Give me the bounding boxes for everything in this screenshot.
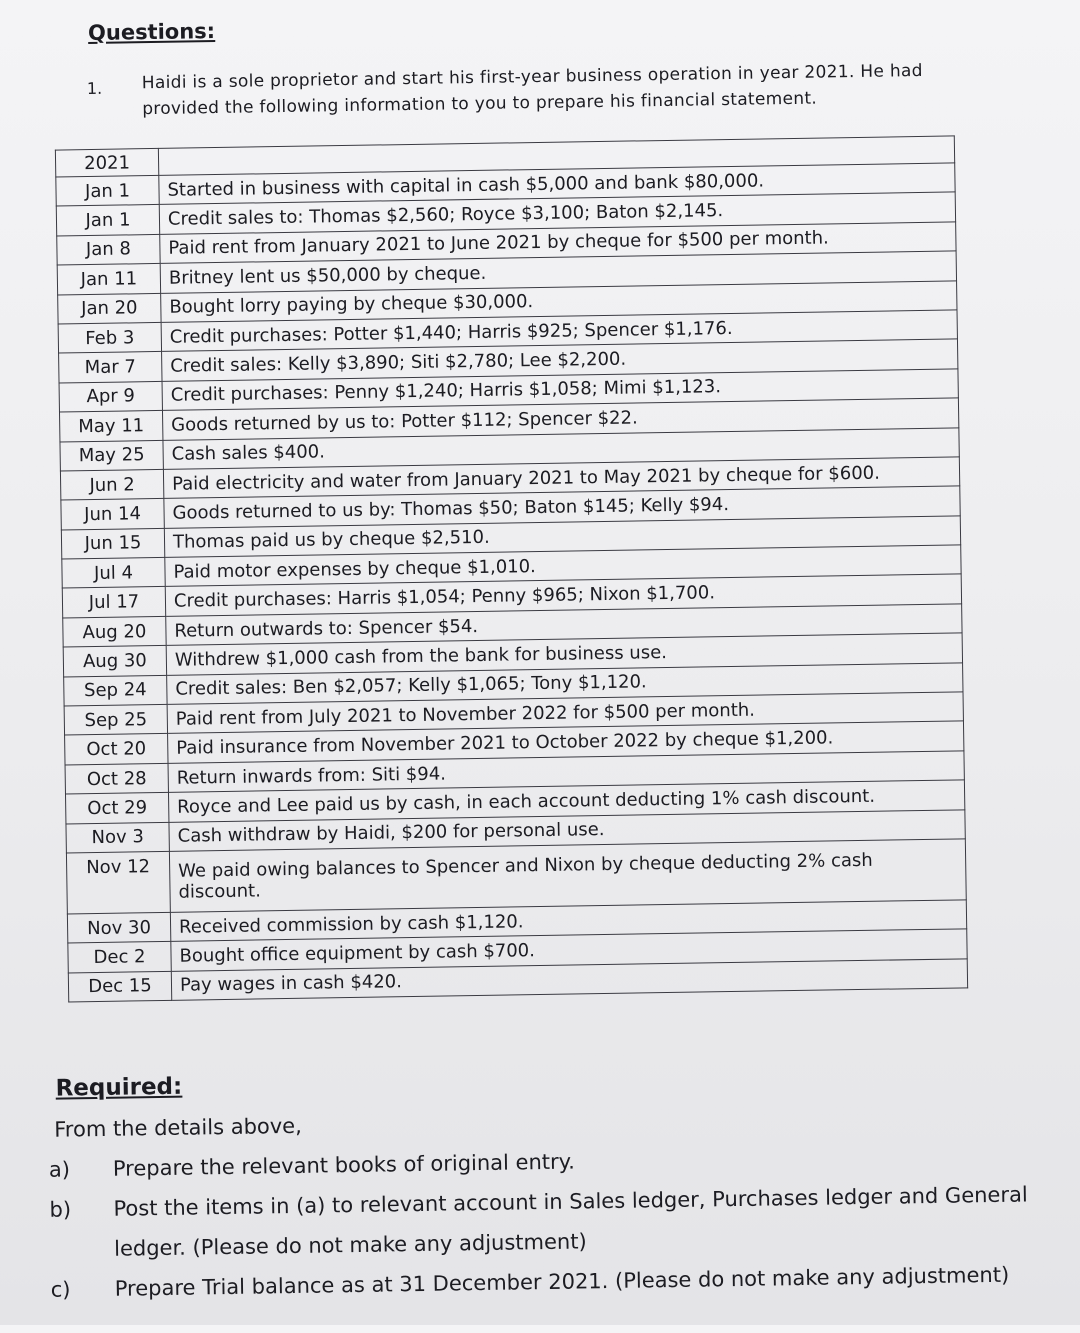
- date-cell: Oct 29: [65, 793, 168, 824]
- description-cell: Received commission by cash $1,120.: [170, 900, 966, 942]
- date-cell: Sep 24: [64, 675, 167, 706]
- description-cell: Cash withdraw by Haidi, $200 for personal use.: [169, 809, 965, 851]
- date-cell: May 11: [59, 411, 162, 442]
- description-cell: Bought office equipment by cash $700.: [171, 929, 967, 971]
- year-cell: 2021: [55, 148, 158, 177]
- description-cell: Goods returned by us to: Potter $112; Spencer $22.: [162, 398, 958, 440]
- description-cell: Britney lent us $50,000 by cheque.: [160, 251, 956, 293]
- required-item-text: Prepare Trial balance as at 31 December 2021. (Please do not make any adjustment): [114, 1262, 1010, 1301]
- required-item-label: a): [48, 1157, 71, 1182]
- description-cell: Thomas paid us by cheque $2,510.: [164, 516, 960, 558]
- description-cell: Paid electricity and water from January 2021 to May 2021 by cheque for $600.: [163, 457, 959, 499]
- description-cell: Started in business with capital in cash $5,000 and bank $80,000.: [159, 163, 955, 205]
- date-cell: Jun 14: [61, 499, 164, 530]
- question-intro: Haidi is a sole proprietor and start his first-year business operation in year 2021. He had provided the following information to you to prepare his financial statement.: [141, 60, 923, 120]
- date-cell: Mar 7: [59, 352, 162, 383]
- date-cell: Jul 17: [62, 587, 165, 618]
- description-cell: Credit sales: Ben $2,057; Kelly $1,065; Tony $1,120.: [167, 663, 963, 705]
- date-cell: Oct 20: [65, 734, 168, 765]
- date-cell: Jan 1: [56, 205, 159, 236]
- description-cell: Return outwards to: Spencer $54.: [166, 604, 962, 646]
- date-cell: Jun 2: [60, 469, 163, 500]
- description-cell: Goods returned to us by: Thomas $50; Baton $145; Kelly $94.: [164, 486, 960, 528]
- date-cell: Jul 4: [62, 557, 165, 588]
- date-cell: Jan 11: [57, 264, 160, 295]
- required-intro: From the details above,: [54, 1113, 302, 1142]
- date-cell: Jan 20: [58, 293, 161, 324]
- date-cell: Dec 2: [68, 942, 171, 973]
- description-cell: Credit purchases: Potter $1,440; Harris $925; Spencer $1,176.: [161, 310, 957, 352]
- description-cell: Credit sales: Kelly $3,890; Siti $2,780; Lee $2,200.: [162, 339, 958, 381]
- date-cell: Aug 20: [63, 616, 166, 647]
- required-title: Required:: [55, 1073, 183, 1102]
- description-cell: Paid rent from January 2021 to June 2021 by cheque for $500 per month.: [160, 222, 956, 264]
- description-cell: Pay wages in cash $420.: [171, 959, 967, 1001]
- date-cell: May 25: [60, 440, 163, 471]
- date-cell: Oct 28: [65, 763, 168, 794]
- description-cell: Credit sales to: Thomas $2,560; Royce $3,100; Baton $2,145.: [159, 192, 955, 234]
- date-cell: Sep 25: [64, 704, 167, 735]
- required-item-text: Prepare the relevant books of original entry.: [112, 1149, 575, 1181]
- date-cell: Jan 8: [57, 234, 160, 265]
- questions-heading: Questions:: [87, 19, 216, 46]
- description-cell: We paid owing balances to Spencer and Nixon by cheque deducting 2% cash discount.: [169, 839, 966, 912]
- description-cell: Credit purchases: Harris $1,054; Penny $965; Nixon $1,700.: [165, 574, 961, 616]
- required-item-label: b): [49, 1197, 72, 1222]
- date-cell: Jun 15: [61, 528, 164, 559]
- description-cell: Bought lorry paying by cheque $30,000.: [161, 280, 957, 322]
- date-cell: Aug 30: [63, 646, 166, 677]
- description-cell: Paid insurance from November 2021 to October 2022 by cheque $1,200.: [168, 721, 964, 763]
- date-cell: Feb 3: [58, 322, 161, 353]
- date-cell: Jan 1: [56, 175, 159, 206]
- required-item-text: Post the items in (a) to relevant account in Sales ledger, Purchases ledger and General ledger. (Please do not make any adjustment): [113, 1182, 1028, 1261]
- date-cell: Nov 30: [67, 912, 170, 943]
- required-item-label: c): [50, 1277, 71, 1302]
- transactions-table: [55, 135, 968, 1002]
- description-cell: Royce and Lee paid us by cash, in each account deducting 1% cash discount.: [168, 780, 964, 822]
- date-cell: Apr 9: [59, 381, 162, 412]
- description-cell: Credit purchases: Penny $1,240; Harris $1,058; Mimi $1,123.: [162, 369, 958, 411]
- description-cell: Paid motor expenses by cheque $1,010.: [165, 545, 961, 587]
- description-cell: Cash sales $400.: [163, 427, 959, 469]
- date-cell: Dec 15: [68, 971, 171, 1002]
- date-cell: Nov 3: [66, 822, 169, 853]
- description-cell: Return inwards from: Siti $94.: [168, 751, 964, 793]
- question-number: 1.: [86, 78, 103, 99]
- description-cell: Paid rent from July 2021 to November 2022 for $500 per month.: [167, 692, 963, 734]
- date-cell: Nov 12: [66, 851, 170, 914]
- description-cell: Withdrew $1,000 cash from the bank for business use.: [166, 633, 962, 675]
